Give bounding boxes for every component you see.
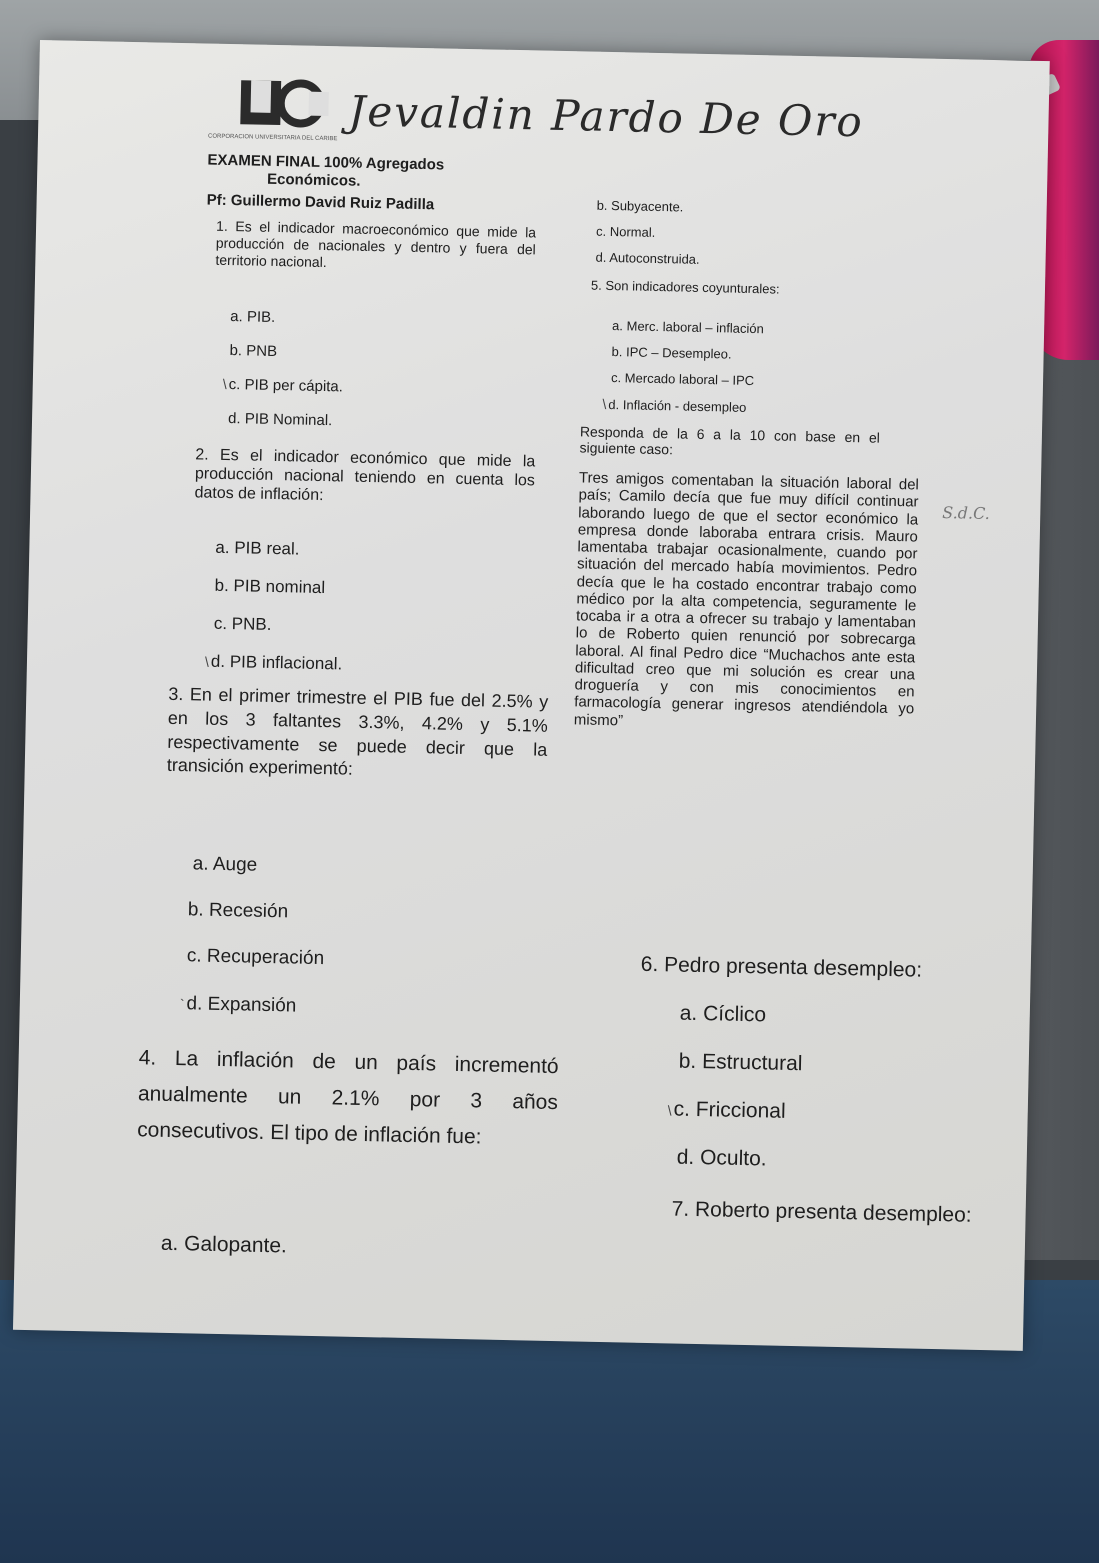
margin-note: S.d.C. bbox=[942, 503, 991, 523]
logo-caption: CORPORACION UNIVERSITARIA DEL CARIBE bbox=[207, 133, 338, 143]
question-3: 3. En el primer trimestre el PIB fue del 2.5% y en los 3 faltantes 3.3%, 4.2% y 5.1% respectivamente se puede decir que la transición experimentó: bbox=[166, 683, 549, 779]
q1-option-d[interactable]: d. PIB Nominal. bbox=[227, 410, 333, 430]
q3-option-d[interactable] bbox=[180, 993, 297, 1018]
q5-option-a[interactable]: a. Merc. laboral – inflación bbox=[611, 318, 765, 337]
exam-subtitle: Económicos. bbox=[266, 170, 361, 190]
university-logo bbox=[238, 76, 329, 134]
q1-option-b[interactable]: b. PNB bbox=[229, 342, 278, 361]
q1-option-a[interactable]: a. PIB. bbox=[230, 308, 276, 326]
q6-option-c-label: c. Friccional bbox=[673, 1097, 786, 1123]
question-5: 5. Son indicadores coyunturales: bbox=[590, 277, 780, 297]
question-2: 2. Es el indicador económico que mide la producción nacional teniendo en cuenta los datos de inflación: bbox=[194, 446, 536, 505]
q3-option-c[interactable]: c. Recuperación bbox=[186, 945, 325, 970]
case-instructions: Responda de la 6 a la 10 con base en el siguiente caso: bbox=[579, 423, 881, 458]
question-7: 7. Roberto presenta desempleo: bbox=[671, 1197, 972, 1227]
checkmark-icon: \ bbox=[222, 375, 227, 392]
q2-option-d[interactable] bbox=[205, 652, 343, 675]
handwritten-name: Jevaldin Pardo De Oro bbox=[348, 86, 865, 147]
q3-option-a[interactable]: a. Auge bbox=[192, 853, 258, 876]
q5-option-d-label: d. Inflación - desempleo bbox=[608, 396, 747, 415]
case-text: Tres amigos comentaban la situación laboral del país; Camilo decía que fue muy difícil continuar laborando luego de que el sector económico la empresa donde laboraba entrara crisis. Mauro lamentaba trabajar ocasionalmente, cuando por situación del mercado había movimientos. Pedro decía que le ha costado encontrar trabajo como médico por la alta competencia, seguramente le tocaba ir a otra a ofrecer su trabajo y lamentaban lo de Roberto quien renunció por sobrecarga laboral. Al final Pedro dice “Muchachos ante esta dificultad creo que mi solución es crear una droguería y con mis conocimientos en farmacología generar ingresos atendiéndola yo mismo” bbox=[573, 469, 920, 729]
q4-option-c[interactable]: c. Normal. bbox=[595, 223, 656, 240]
q6-option-c[interactable] bbox=[667, 1097, 785, 1123]
q2-option-d-label: d. PIB inflacional. bbox=[210, 651, 343, 674]
question-4: 4. La inflación de un país incrementó anualmente un 2.1% por 3 años consecutivos. El tipo de inflación fue: bbox=[136, 1046, 559, 1149]
professor-name: Pf: Guillermo David Ruiz Padilla bbox=[206, 191, 435, 214]
q5-option-c[interactable]: c. Mercado laboral – IPC bbox=[610, 370, 755, 389]
exam-sheet bbox=[13, 40, 1050, 1351]
q5-option-d[interactable] bbox=[602, 396, 746, 415]
q2-option-b[interactable]: b. PIB nominal bbox=[214, 575, 326, 598]
question-1: 1. Es el indicador macroeconómico que mide la producción de nacionales y dentro y fuera del territorio nacional. bbox=[215, 217, 537, 270]
q6-option-b[interactable]: b. Estructural bbox=[678, 1049, 803, 1076]
question-6: 6. Pedro presenta desempleo: bbox=[640, 952, 923, 982]
q1-option-c[interactable] bbox=[223, 376, 343, 397]
q2-option-c[interactable]: c. PNB. bbox=[213, 613, 272, 634]
q6-option-d[interactable]: d. Oculto. bbox=[676, 1145, 767, 1171]
exam-title: EXAMEN FINAL 100% Agregados bbox=[207, 151, 445, 174]
q3-option-b[interactable]: b. Recesión bbox=[187, 899, 289, 923]
checkmark-icon: \ bbox=[204, 653, 210, 670]
q4-option-a[interactable]: a. Galopante. bbox=[160, 1231, 288, 1258]
q3-option-d-label: d. Expansión bbox=[186, 993, 297, 1017]
checkmark-icon: \ bbox=[667, 1102, 672, 1119]
q2-option-a[interactable]: a. PIB real. bbox=[215, 537, 300, 559]
checkmark-icon: \ bbox=[602, 395, 607, 412]
q6-option-a[interactable]: a. Cíclico bbox=[679, 1001, 767, 1027]
checkmark-icon: ` bbox=[179, 996, 185, 1013]
q1-option-c-label: c. PIB per cápita. bbox=[228, 376, 344, 396]
q5-option-b[interactable]: b. IPC – Desempleo. bbox=[611, 344, 732, 362]
q4-option-b[interactable]: b. Subyacente. bbox=[596, 197, 684, 215]
q4-option-d[interactable]: d. Autoconstruida. bbox=[595, 249, 700, 267]
